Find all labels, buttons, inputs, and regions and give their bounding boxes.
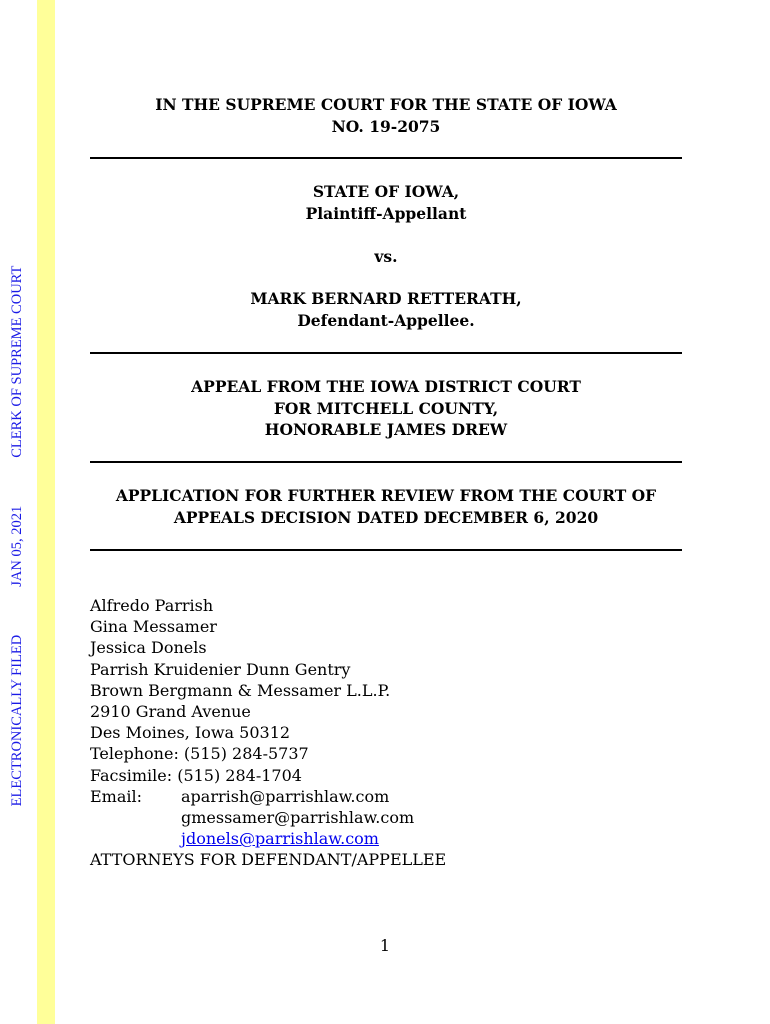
email-address: aparrish@parrishlaw.com — [181, 786, 390, 806]
versus-label — [90, 246, 682, 268]
defendant-role: Defendant-Appellee. — [297, 310, 475, 330]
street-address: 2910 Grand Avenue — [90, 702, 251, 722]
filing-stamp-strip — [37, 0, 55, 1024]
firm-name-line-2: Brown Bergmann & Messamer L.L.P. — [90, 680, 391, 700]
court-name: IN THE SUPREME COURT FOR THE STATE OF IOWA — [155, 95, 617, 114]
attorneys-for: ATTORNEYS FOR DEFENDANT/APPELLEE — [90, 850, 447, 870]
appeal-line-2: FOR MITCHELL COUNTY, — [273, 398, 499, 418]
city-state-zip: Des Moines, Iowa 50312 — [90, 723, 291, 743]
email-address: gmessamer@parrishlaw.com — [181, 808, 415, 828]
firm-name-line-1: Parrish Kruidenier Dunn Gentry — [90, 659, 351, 679]
plaintiff-block — [90, 181, 682, 224]
attorney-name: Alfredo Parrish — [90, 596, 214, 615]
plaintiff-name: STATE OF IOWA, — [312, 182, 460, 201]
defendant-block — [90, 288, 682, 331]
stamp-date: JAN 05, 2021 — [9, 505, 25, 587]
facsimile: Facsimile: (515) 284-1704 — [90, 765, 302, 785]
email-label: Email: — [90, 786, 143, 806]
application-title — [90, 485, 682, 528]
defendant-name: MARK BERNARD RETTERATH, — [250, 289, 522, 308]
divider-rule — [90, 157, 682, 159]
attorney-name: Jessica Donels — [90, 638, 207, 658]
email-link[interactable]: jdonels@parrishlaw.com — [181, 829, 379, 849]
email-link-row — [90, 828, 590, 849]
stamp-clerk: CLERK OF SUPREME COURT — [9, 265, 25, 458]
telephone: Telephone: (515) 284-5737 — [90, 744, 309, 764]
appeal-block — [90, 376, 682, 441]
versus-text: vs. — [374, 247, 398, 266]
counsel-block — [90, 595, 590, 871]
stamp-filed: ELECTRONICALLY FILED — [9, 634, 25, 807]
divider-rule — [90, 352, 682, 354]
attorney-name: Gina Messamer — [90, 617, 217, 637]
application-line-1: APPLICATION FOR FURTHER REVIEW FROM THE COURT OF — [115, 486, 657, 505]
divider-rule — [90, 549, 682, 551]
appeal-line-3: HONORABLE JAMES DREW — [264, 420, 508, 439]
page-number: 1 — [379, 936, 391, 955]
plaintiff-role: Plaintiff-Appellant — [305, 203, 467, 223]
court-heading — [90, 94, 682, 137]
application-line-2: APPEALS DECISION DATED DECEMBER 6, 2020 — [173, 507, 599, 527]
divider-rule — [90, 461, 682, 463]
case-number: NO. 19-2075 — [331, 116, 441, 136]
email-row — [90, 786, 590, 807]
appeal-line-1: APPEAL FROM THE IOWA DISTRICT COURT — [191, 377, 581, 396]
